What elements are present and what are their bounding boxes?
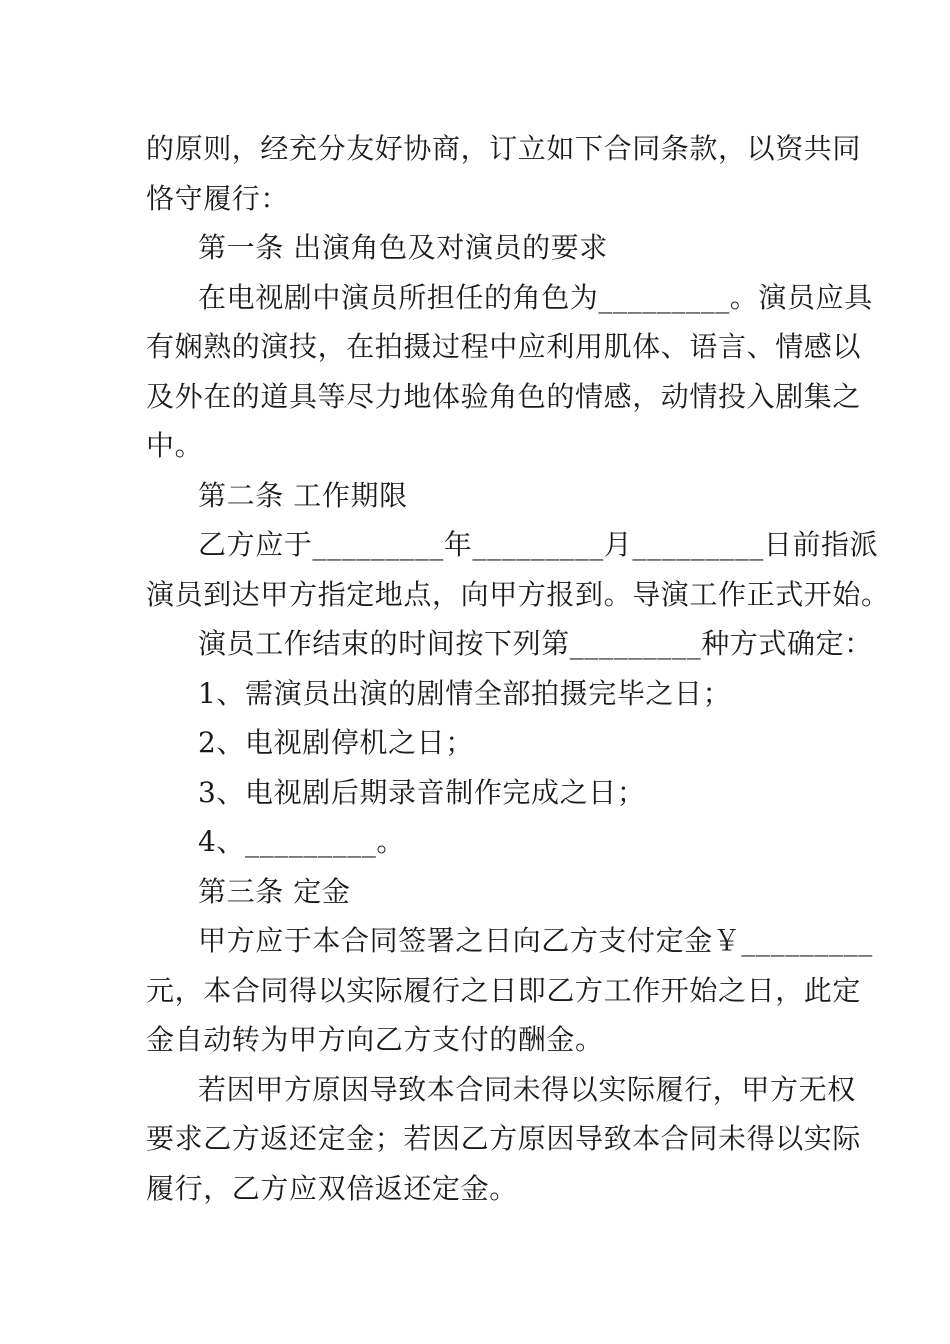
paragraph-line: 恪守履行：: [146, 181, 290, 215]
clause-heading-1: 第一条 出演角色及对演员的要求: [198, 231, 608, 264]
clause-heading-3: 第三条 定金: [198, 874, 351, 908]
paragraph-line: 及外在的道具等尽力地体验角色的情感，动情投入剧集之: [146, 379, 862, 413]
paragraph-line: 在电视剧中演员所担任的角色为_________。演员应具: [198, 280, 873, 314]
paragraph-line: 元，本合同得以实际履行之日即乙方工作开始之日，此定: [146, 973, 862, 1007]
paragraph-line: 金自动转为甲方向乙方支付的酬金。: [146, 1023, 604, 1056]
paragraph-line: 的原则，经充分友好协商，订立如下合同条款，以资共同: [146, 132, 862, 165]
paragraph-line: 有娴熟的演技，在拍摄过程中应利用肌体、语言、情感以: [146, 330, 862, 363]
clause-heading-2: 第二条 工作期限: [198, 478, 408, 512]
list-item: 2、电视剧停机之日；: [198, 726, 474, 759]
paragraph-line: 甲方应于本合同签署之日向乙方支付定金￥_________: [198, 924, 873, 957]
paragraph-line: 演员工作结束的时间按下列第_________种方式确定：: [198, 627, 873, 660]
paragraph-line: 演员到达甲方指定地点，向甲方报到。导演工作正式开始。: [146, 577, 890, 611]
list-item: 4、_________。: [198, 825, 406, 858]
paragraph-line: 中。: [146, 429, 204, 462]
document-body: [146, 124, 890, 1213]
paragraph-line: 若因甲方原因导致本合同未得以实际履行，甲方无权: [198, 1072, 856, 1106]
list-item: 3、电视剧后期录音制作完成之日；: [198, 775, 646, 809]
paragraph-line: 要求乙方返还定金；若因乙方原因导致本合同未得以实际: [146, 1122, 862, 1155]
list-item: 1、需演员出演的剧情全部拍摄完毕之日；: [198, 676, 732, 710]
paragraph-line: 履行，乙方应双倍返还定金。: [146, 1171, 518, 1205]
paragraph-line: 乙方应于_________年_________月_________日前指派: [198, 528, 879, 561]
